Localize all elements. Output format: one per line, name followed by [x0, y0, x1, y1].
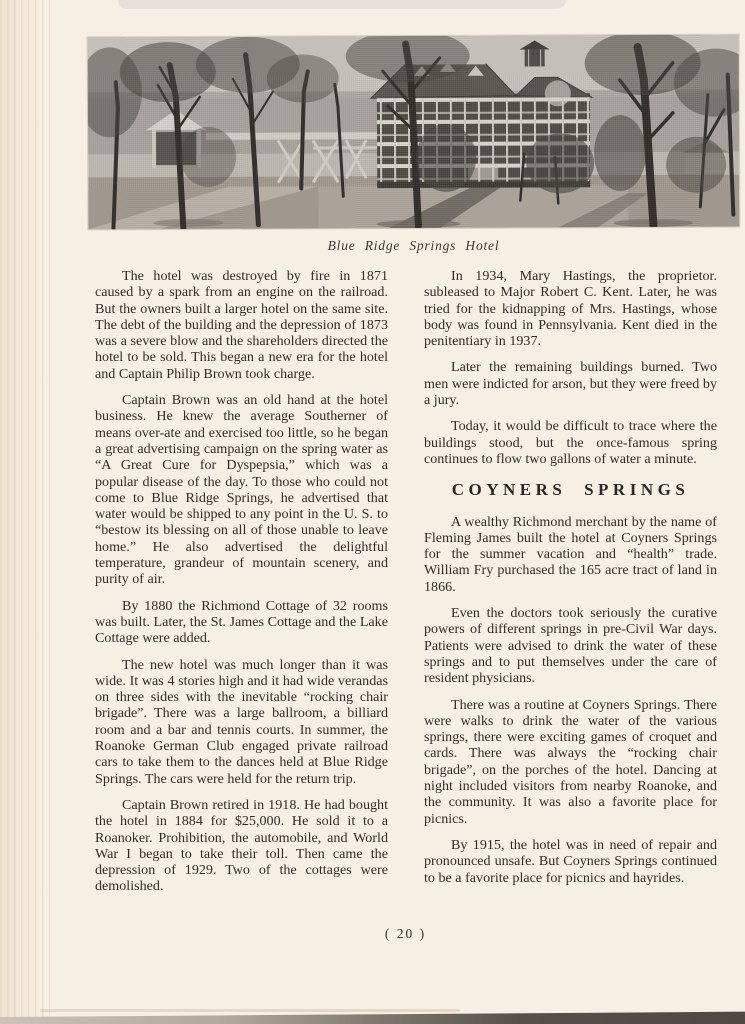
paragraph: By 1915, the hotel was in need of repair and pronounced unsafe. But Coyners Springs continued to be a favorite place for picnics and hayrides.	[424, 836, 717, 886]
paragraph: Captain Brown retired in 1918. He had bought the hotel in 1884 for $25,000. He sold it to a Roanoker. Prohibition, the automobile, and World War I began to take their toll. Then came the depression of 1929. Two of the cottages were demolished.	[95, 796, 388, 895]
book-page-edge-texture	[0, 0, 50, 1024]
hotel-photo	[88, 35, 740, 230]
paragraph: Captain Brown was an old hand at the hotel business. He knew the average Southerner of means over-ate and exercised too little, so he began a great advertising campaign on the spring water as “A Great Cure for Dyspepsia,” which was a popular disease of the day. To those who could not come to Blue Ridge Springs, he advertised that water would be shipped to any point in the U. S. to “bestow its blessing on all of those unable to leave home.” He also advertised the delightful temperature, grandeur of mountain scenery, and purity of air.	[95, 392, 388, 588]
paragraph: There was a routine at Coyners Springs. There were walks to drink the water of the various springs, there were exciting games of croquet and cards. There was always the “rocking chair brigade”, on the porches of the hotel. Dancing at night included visitors from nearby Roanoke, and the community. It was also a favorite place for picnics.	[424, 696, 717, 827]
paragraph: Later the remaining buildings burned. Two men were indicted for arson, but they were freed by a jury.	[424, 359, 717, 409]
scan-smudge	[118, 0, 566, 9]
left-column	[95, 268, 388, 905]
paragraph: Even the doctors took seriously the curative powers of different springs in pre-Civil War days. Patients were advised to drink the water of these springs and to put themselves under the care of resident physicians.	[424, 605, 717, 687]
paragraph: The new hotel was much longer than it was wide. It was 4 stories high and it had wide verandas on three sides with the inevitable “rocking chair brigade”. There was a large ballroom, a billiard room and a bar and tennis courts. In summer, the Roanoke German Club engaged private railroad cars to take them to the dances held at Blue Ridge Springs. The cars were held for the return trip.	[95, 656, 388, 787]
scan-streak	[40, 1009, 460, 1012]
right-column-intro	[424, 268, 717, 467]
paragraph: In 1934, Mary Hastings, the proprietor. subleased to Major Robert C. Kent. Later, he was tried for the kidnapping of Mrs. Hastings, whose body was found in Pennsylvania. Kent died in the penitentiary in 1937.	[424, 268, 717, 350]
photo-caption: Blue Ridge Springs Hotel	[327, 238, 500, 253]
right-column-section	[424, 514, 717, 886]
section-heading-coyners-springs: COYNERS SPRINGS	[451, 480, 690, 500]
paragraph: Today, it would be difficult to trace where the buildings stood, but the once-famous spring continues to flow two gallons of water a minute.	[424, 418, 717, 467]
paragraph: By 1880 the Richmond Cottage of 32 rooms was built. Later, the St. James Cottage and the Lake Cottage were added.	[95, 597, 388, 647]
paragraph: The hotel was destroyed by fire in 1871 caused by a spark from an engine on the railroad. But the owners built a larger hotel on the same site. The debt of the building and the depression of 1873 was a severe blow and the shareholders directed the hotel to be sold. This began a new era for the hotel and Captain Philip Brown took charge.	[95, 268, 388, 382]
page-number: ( 20 )	[384, 926, 427, 941]
paragraph: A wealthy Richmond merchant by the name of Fleming James built the hotel at Coyners Springs for the summer vacation and “health” trade. William Fry purchased the 165 acre tract of land in 1866.	[424, 513, 717, 595]
right-column	[424, 268, 717, 896]
scan-bottom-edge	[0, 1010, 745, 1024]
